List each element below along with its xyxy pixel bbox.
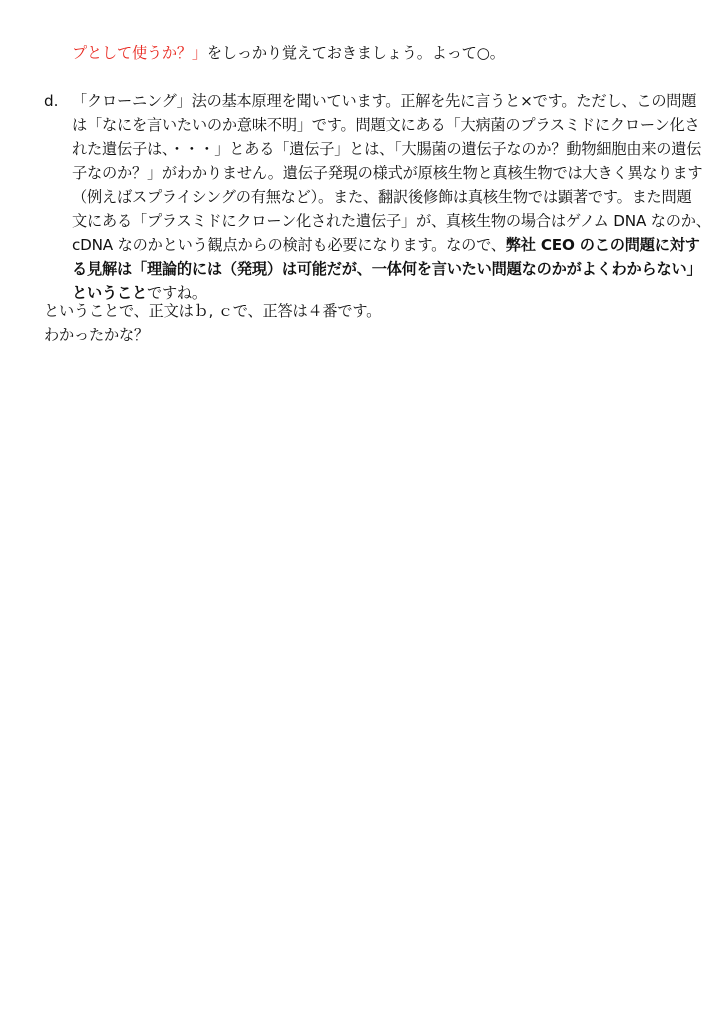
- paragraph-d-line-7: [72, 233, 700, 257]
- paragraph-d-line-3: れた遺伝子は、・・・」とある「遺伝子」とは、「大腸菌の遺伝子なのか？動物細胞由来の遺伝: [72, 140, 702, 158]
- highlighted-text-red: プとして使うか？」: [72, 44, 207, 62]
- paragraph-d-line-5: （例えばスプライシングの有無など）。また、翻訳後修飾は真核生物では顕著です。また問題: [72, 188, 692, 206]
- paragraph-d-line-2: は「なにを言いたいのか意味不明」です。問題文にある「大病菌のプラスミドにクローン化さ: [72, 116, 700, 134]
- closing-question-line: わかったかな？: [44, 326, 149, 344]
- text-segment: cDNA なのかという観点からの検討も必要になります。なので、: [72, 236, 506, 254]
- paragraph-c-closing-line: [72, 41, 505, 65]
- item-label-d: d.: [44, 92, 59, 110]
- text-segment: をしっかり覚えておきましょう。よって○。: [206, 44, 505, 62]
- paragraph-d-line-8: る見解は「理論的には（発現）は可能だが、一体何を言いたい問題なのかがよくわからない」: [72, 260, 702, 278]
- paragraph-d-line-4: 子なのか？」がわかりません。遺伝子発現の様式が原核生物と真核生物では大きく異なります: [72, 164, 703, 182]
- paragraph-d-line-6: 文にある「プラスミドにクローン化された遺伝子」が、真核生物の場合はゲノム DNA なのか、: [72, 212, 711, 230]
- bold-text-segment: ということ: [72, 284, 147, 302]
- bold-text-segment: 弊社 CEO のこの問題に対す: [505, 236, 700, 254]
- text-segment: ですね。: [146, 284, 207, 302]
- conclusion-line: ということで、正文はｂ, ｃで、正答は４番です。: [44, 302, 382, 320]
- paragraph-d-line-1: 「クローニング」法の基本原理を聞いています。正解を先に言うと×です。ただし、この問題: [72, 92, 697, 110]
